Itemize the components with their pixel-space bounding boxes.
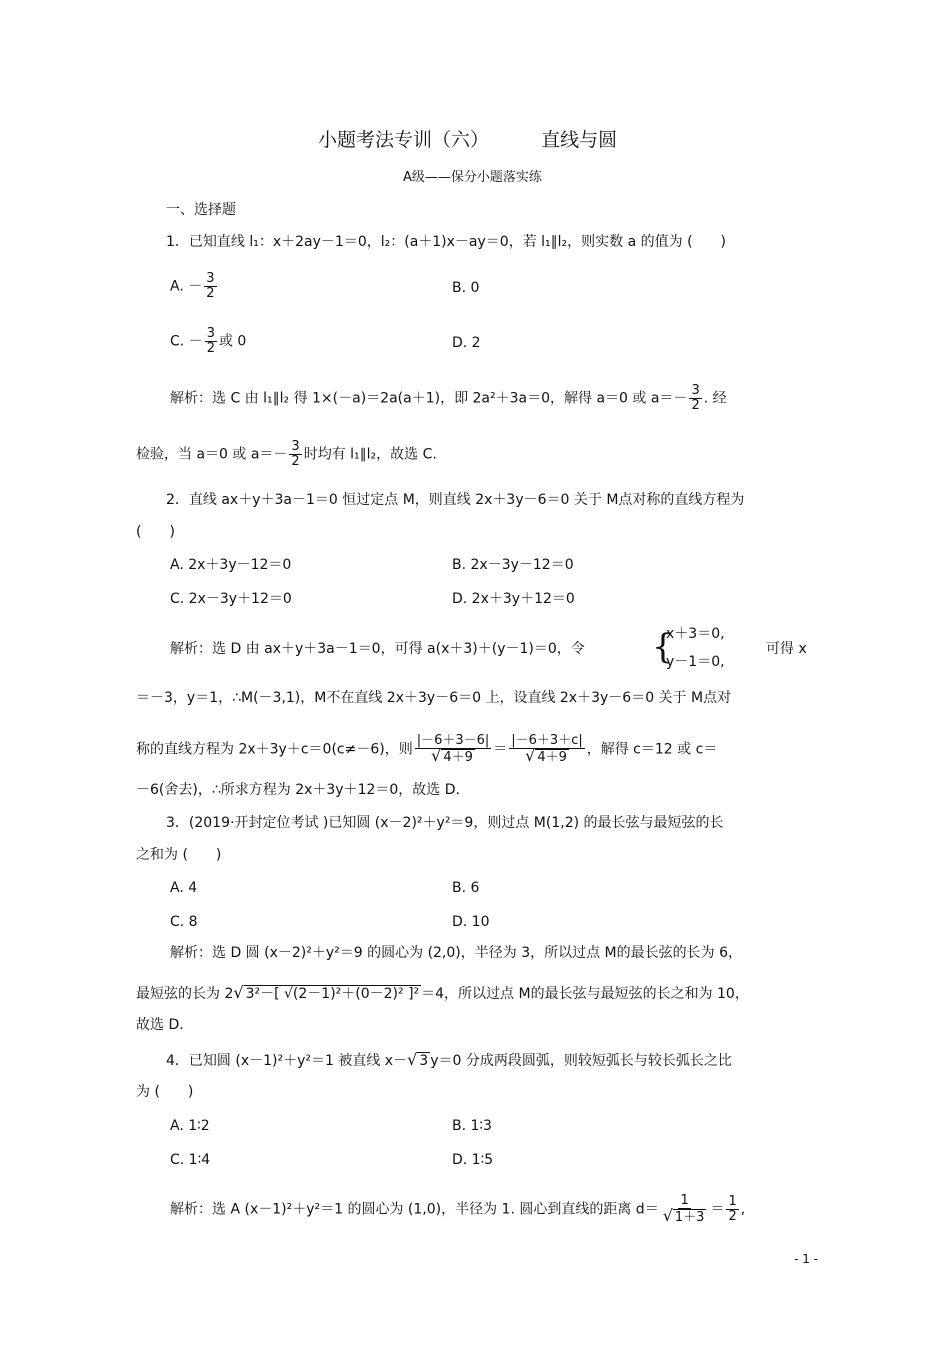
q2-system-eq2: y－1＝0, — [666, 654, 725, 670]
q1-solution-line2: 检验，当 a＝0 或 a＝－ $\frac{3}{2}$ 时均有 l₁∥l₂，故选 C. — [136, 439, 437, 469]
q2-stem-line2: ( ) — [136, 524, 175, 540]
q3-solution-line1: 解析：选 D 圆 (x－2)²＋y²＝9 的圆心为 (2,0)，半径为 3，所以过点 M的最长弦的长为 6， — [170, 945, 742, 961]
q2-solution-line4: －6(舍去)，∴所求方程为 2x＋3y＋12＝0，故选 D. — [136, 782, 460, 798]
title-right: 直线与圆 — [541, 129, 618, 151]
q1-option-d: D. 2 — [452, 335, 481, 351]
q1-option-a: A. － $\frac{3}{2}$ — [170, 271, 215, 301]
q2-stem-line1: 2．直线 ax＋y＋3a－1＝0 恒过定点 M，则直线 2x＋3y－6＝0 关于 M点对称的直线方程为 — [166, 492, 745, 508]
title-left: 小题考法专训（六） — [318, 129, 490, 151]
q3-solution-line3: 故选 D. — [136, 1017, 184, 1033]
q1-solution-line1: 解析：选 C 由 l₁∥l₂ 得 1×(－a)＝2a(a＋1)，即 2a²＋3a＝0，解得 a＝0 或 a＝－ $\frac{3}{2}$ . 经 — [170, 383, 727, 413]
q3-option-c: C. 8 — [170, 914, 198, 930]
q1-option-c: C. － $\frac{3}{2}$ 或 0 — [170, 326, 247, 356]
q4-option-b: B. 1∶3 — [452, 1118, 492, 1134]
q2-solution-line1-end: 可得 x — [766, 641, 807, 657]
q1-option-b: B. 0 — [452, 280, 480, 296]
page-number: - 1 - — [794, 1252, 818, 1266]
q2-option-d: D. 2x＋3y＋12＝0 — [452, 591, 575, 607]
q3-stem-line1: 3．(2019·开封定位考试 )已知圆 (x－2)²＋y²＝9，则过点 M(1,2) 的最长弦与最短弦的长 — [166, 815, 724, 831]
q2-option-c: C. 2x－3y＋12＝0 — [170, 591, 292, 607]
q3-option-b: B. 6 — [452, 880, 480, 896]
q2-solution-line3: 称的直线方程为 2x＋3y＋c＝0(c≠－6)，则 $\frac{|-6+3-6|}{√ 4+9}$ ＝ $\frac{|-6+3+c|}{√ 4+9}$ ，解得 c＝12 或 c＝ — [136, 733, 718, 765]
section-heading: 一、选择题 — [166, 202, 236, 218]
level-subtitle: A级——保分小题落实练 — [403, 170, 542, 185]
q4-solution-line1: 解析：选 A (x－1)²＋y²＝1 的圆心为 (1,0)，半径为 1. 圆心到直线的距离 d＝ $\frac{1}{√ 1+3}$ ＝ $\frac{1}{2}$ , — [170, 1193, 746, 1225]
q2-option-b: B. 2x－3y－12＝0 — [452, 557, 574, 573]
q2-solution-line2: ＝－3，y＝1，∴M(－3,1)，M不在直线 2x＋3y－6＝0 上，设直线 2x＋3y－6＝0 关于 M点对 — [136, 690, 732, 706]
q2-solution-line1: 解析：选 D 由 ax＋y＋3a－1＝0，可得 a(x＋3)＋(y－1)＝0，令 — [170, 641, 585, 657]
q1-stem: 1．已知直线 l₁：x＋2ay－1＝0，l₂：(a＋1)x－ay＝0，若 l₁∥l₂，则实数 a 的值为 ( ) — [166, 234, 727, 250]
q3-solution-line2: 最短弦的长为 2√ 3²－[ √(2－1)²＋(0－2)² ]² ＝4，所以过点 M的最长弦与最短弦的长之和为 10， — [136, 983, 749, 1002]
q4-stem-line1: 4．已知圆 (x－1)²＋y²＝1 被直线 x－√ 3 y＝0 分成两段圆弧，则较短弧长与较长弧长之比 — [166, 1050, 732, 1069]
q3-option-d: D. 10 — [452, 914, 490, 930]
system-brace: { — [652, 627, 674, 667]
q3-option-a: A. 4 — [170, 880, 198, 896]
q4-option-a: A. 1∶2 — [170, 1118, 210, 1134]
q2-system-eq1: x＋3＝0, — [666, 626, 725, 642]
q2-option-a: A. 2x＋3y－12＝0 — [170, 557, 292, 573]
q3-stem-line2: 之和为 ( ) — [136, 847, 222, 863]
q4-stem-line2: 为 ( ) — [136, 1084, 194, 1100]
q4-option-c: C. 1∶4 — [170, 1152, 211, 1168]
page-title — [318, 130, 617, 150]
q4-option-d: D. 1∶5 — [452, 1152, 494, 1168]
